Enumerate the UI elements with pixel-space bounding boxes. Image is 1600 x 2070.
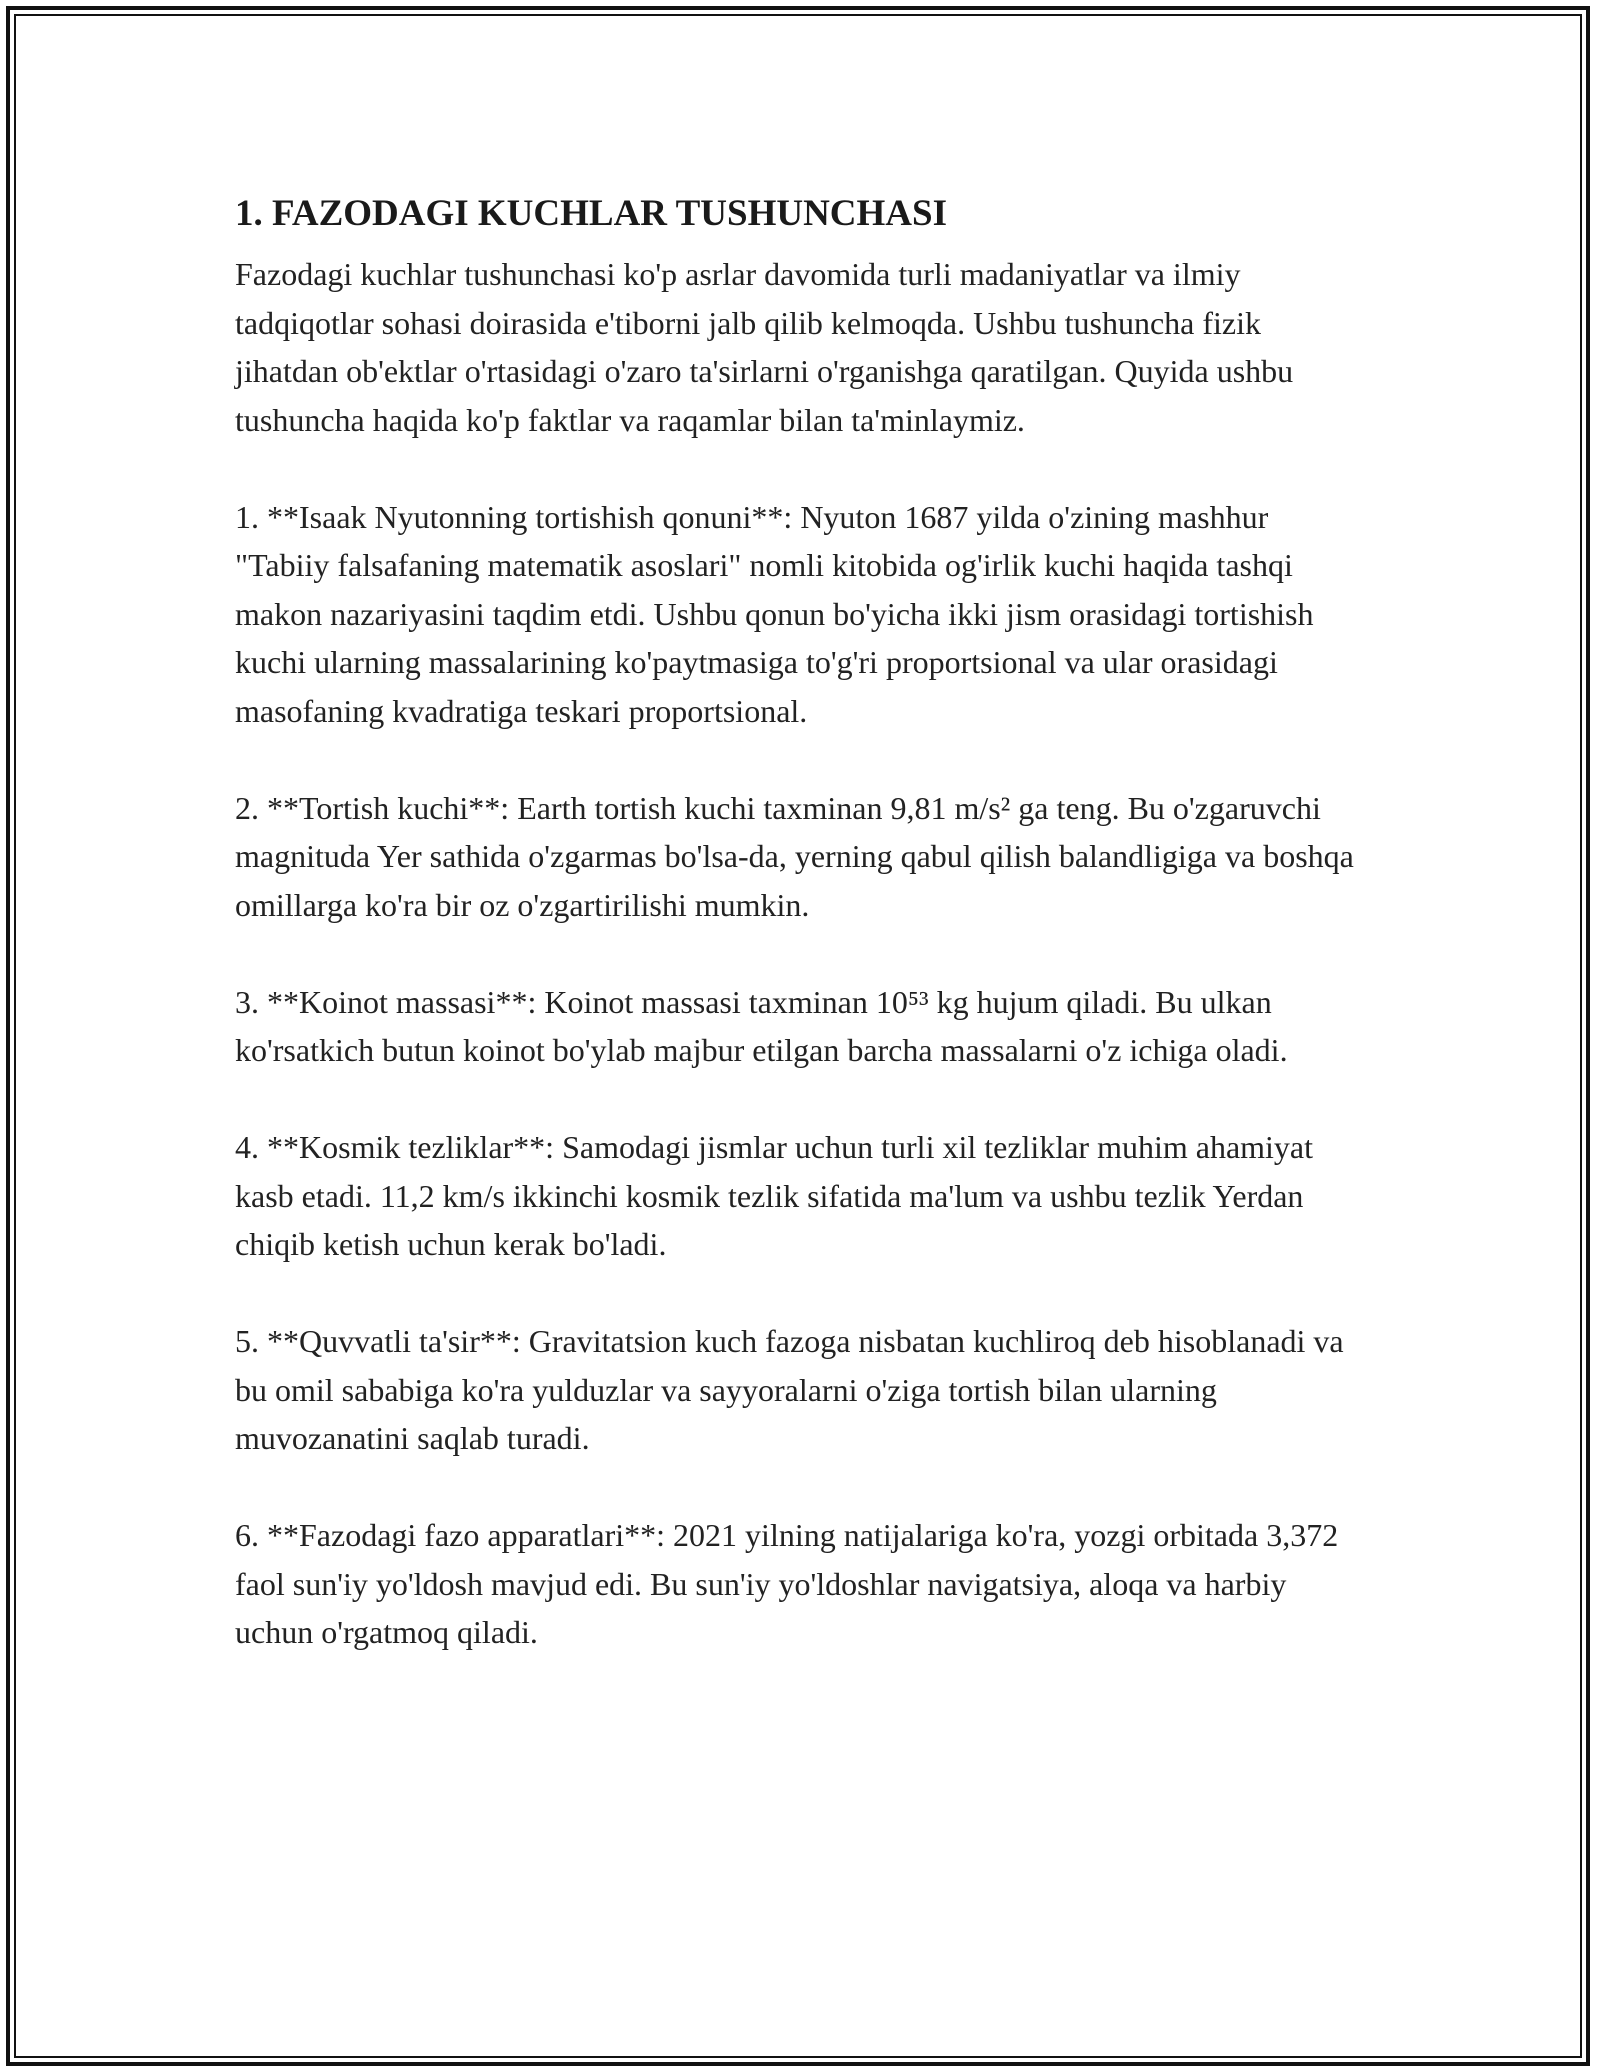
fact-paragraph-newton-law: 1. **Isaak Nyutonning tortishish qonuni**: Nyuton 1687 yilda o'zining mashhur "Tabiiy falsafaning matematik asoslari" nomli kitobida og'irlik kuchi haqida tashqi makon nazariyasini taqdim etdi. Ushbu qonun bo'yicha ikki jism orasidagi tortishish kuchi ularning massalarining ko'paytmasiga to'g'ri proportsional va ular orasidagi masofaning kvadratiga teskari proportsional. (235, 498, 1314, 729)
fact-paragraph-universe-mass: 3. **Koinot massasi**: Koinot massasi taxminan 10⁵³ kg hujum qiladi. Bu ulkan ko'rsatkich butun koinot bo'ylab majbur etilgan barcha massalarni o'z ichiga oladi. (235, 983, 1288, 1068)
fact-paragraph-gravity: 2. **Tortish kuchi**: Earth tortish kuchi taxminan 9,81 m/s² ga teng. Bu o'zgaruvchi magnituda Yer sathida o'zgarmas bo'lsa-da, yerning qabul qilish balandligiga va boshqa omillarga ko'ra bir oz o'zgartirilishi mumkin. (235, 789, 1354, 923)
document-title: 1. FAZODAGI KUCHLAR TUSHUNCHASI (235, 193, 947, 234)
fact-paragraph-cosmic-speeds: 4. **Kosmik tezliklar**: Samodagi jismlar uchun turli xil tezliklar muhim ahamiyat kasb etadi. 11,2 km/s ikkinchi kosmik tezlik sifatida ma'lum va ushbu tezlik Yerdan chiqib ketish uchun kerak bo'ladi. (235, 1129, 1314, 1262)
fact-paragraph-strong-influence: 5. **Quvvatli ta'sir**: Gravitatsion kuch fazoga nisbatan kuchliroq deb hisoblanadi va bu omil sababiga ko'ra yulduzlar va sayyoralarni o'ziga tortish bilan ularning muvozanatini saqlab turadi. (235, 1323, 1344, 1456)
fact-paragraph-satellites: 6. **Fazodagi fazo apparatlari**: 2021 yilning natijalariga ko'ra, yozgi orbitada 3,372 faol sun'iy yo'ldosh mavjud edi. Bu sun'iy yo'ldoshlar navigatsiya, aloqa va harbiy uchun o'rgatmoq qiladi. (235, 1517, 1339, 1650)
intro-paragraph: Fazodagi kuchlar tushunchasi ko'p asrlar davomida turli madaniyatlar va ilmiy tadqiqotlar sohasi doirasida e'tiborni jalb qilib kelmoqda. Ushbu tushuncha fizik jihatdan ob'ektlar o'rtasidagi o'zaro ta'sirlarni o'rganishga qaratilgan. Quyida ushbu tushuncha haqida ko'p faktlar va raqamlar bilan ta'minlaymiz. (235, 256, 1294, 438)
document-body (235, 186, 1365, 1705)
